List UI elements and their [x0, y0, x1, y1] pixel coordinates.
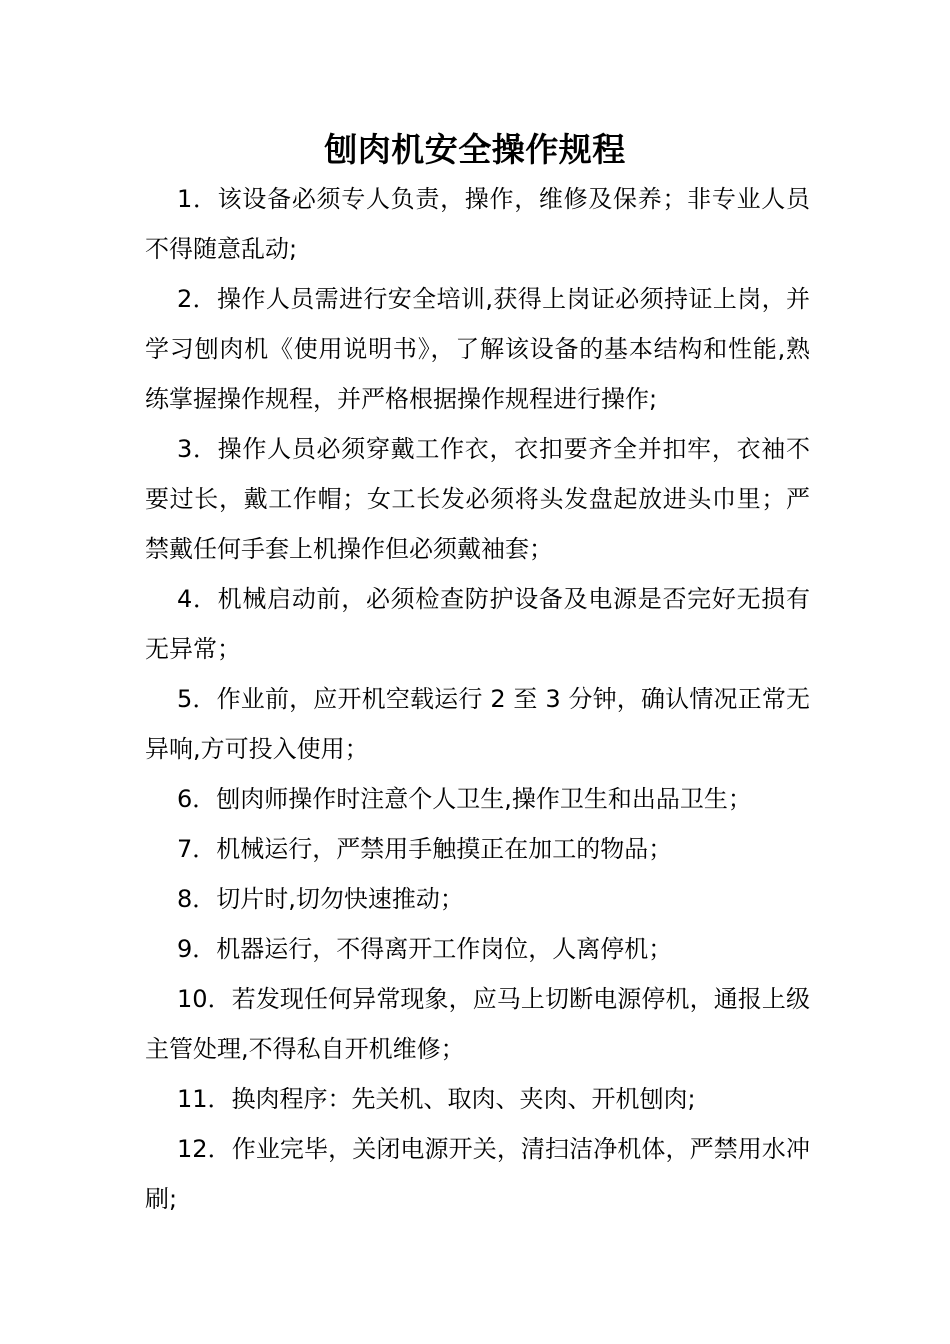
rule-item-5: 5．作业前，应开机空载运行 2 至 3 分钟，确认情况正常无异响,方可投入使用； — [145, 685, 810, 763]
rule-item-6: 6．刨肉师操作时注意个人卫生,操作卫生和出品卫生； — [177, 785, 752, 813]
rule-item-12: 12．作业完毕，关闭电源开关，清扫洁净机体，严禁用水冲刷; — [145, 1135, 810, 1213]
rule-item-3: 3．操作人员必须穿戴工作衣，衣扣要齐全并扣牢，衣袖不要过长，戴工作帽；女工长发必须将头发盘起放进头巾里；严禁戴任何手套上机操作但必须戴袖套； — [145, 435, 810, 563]
rule-item-1: 1．该设备必须专人负责，操作，维修及保养；非专业人员不得随意乱动; — [145, 185, 810, 263]
rule-item-4: 4．机械启动前，必须检查防护设备及电源是否完好无损有无异常； — [145, 585, 810, 663]
document-body — [145, 174, 810, 1224]
rule-item-8: 8．切片时,切勿快速推动； — [177, 885, 464, 913]
rule-item-11: 11．换肉程序：先关机、取肉、夹肉、开机刨肉; — [177, 1085, 696, 1113]
rule-item-9: 9．机器运行，不得离开工作岗位，人离停机； — [177, 935, 673, 963]
rule-item-2: 2．操作人员需进行安全培训,获得上岗证必须持证上岗，并学习刨肉机《使用说明书》，了解该设备的基本结构和性能,熟练掌握操作规程，并严格根据操作规程进行操作; — [145, 285, 810, 413]
rule-item-7: 7．机械运行，严禁用手触摸正在加工的物品； — [177, 835, 673, 863]
document-title: 刨肉机安全操作规程 — [324, 130, 626, 169]
rule-item-10: 10．若发现任何异常现象，应马上切断电源停机，通报上级主管处理,不得私自开机维修； — [145, 985, 810, 1063]
